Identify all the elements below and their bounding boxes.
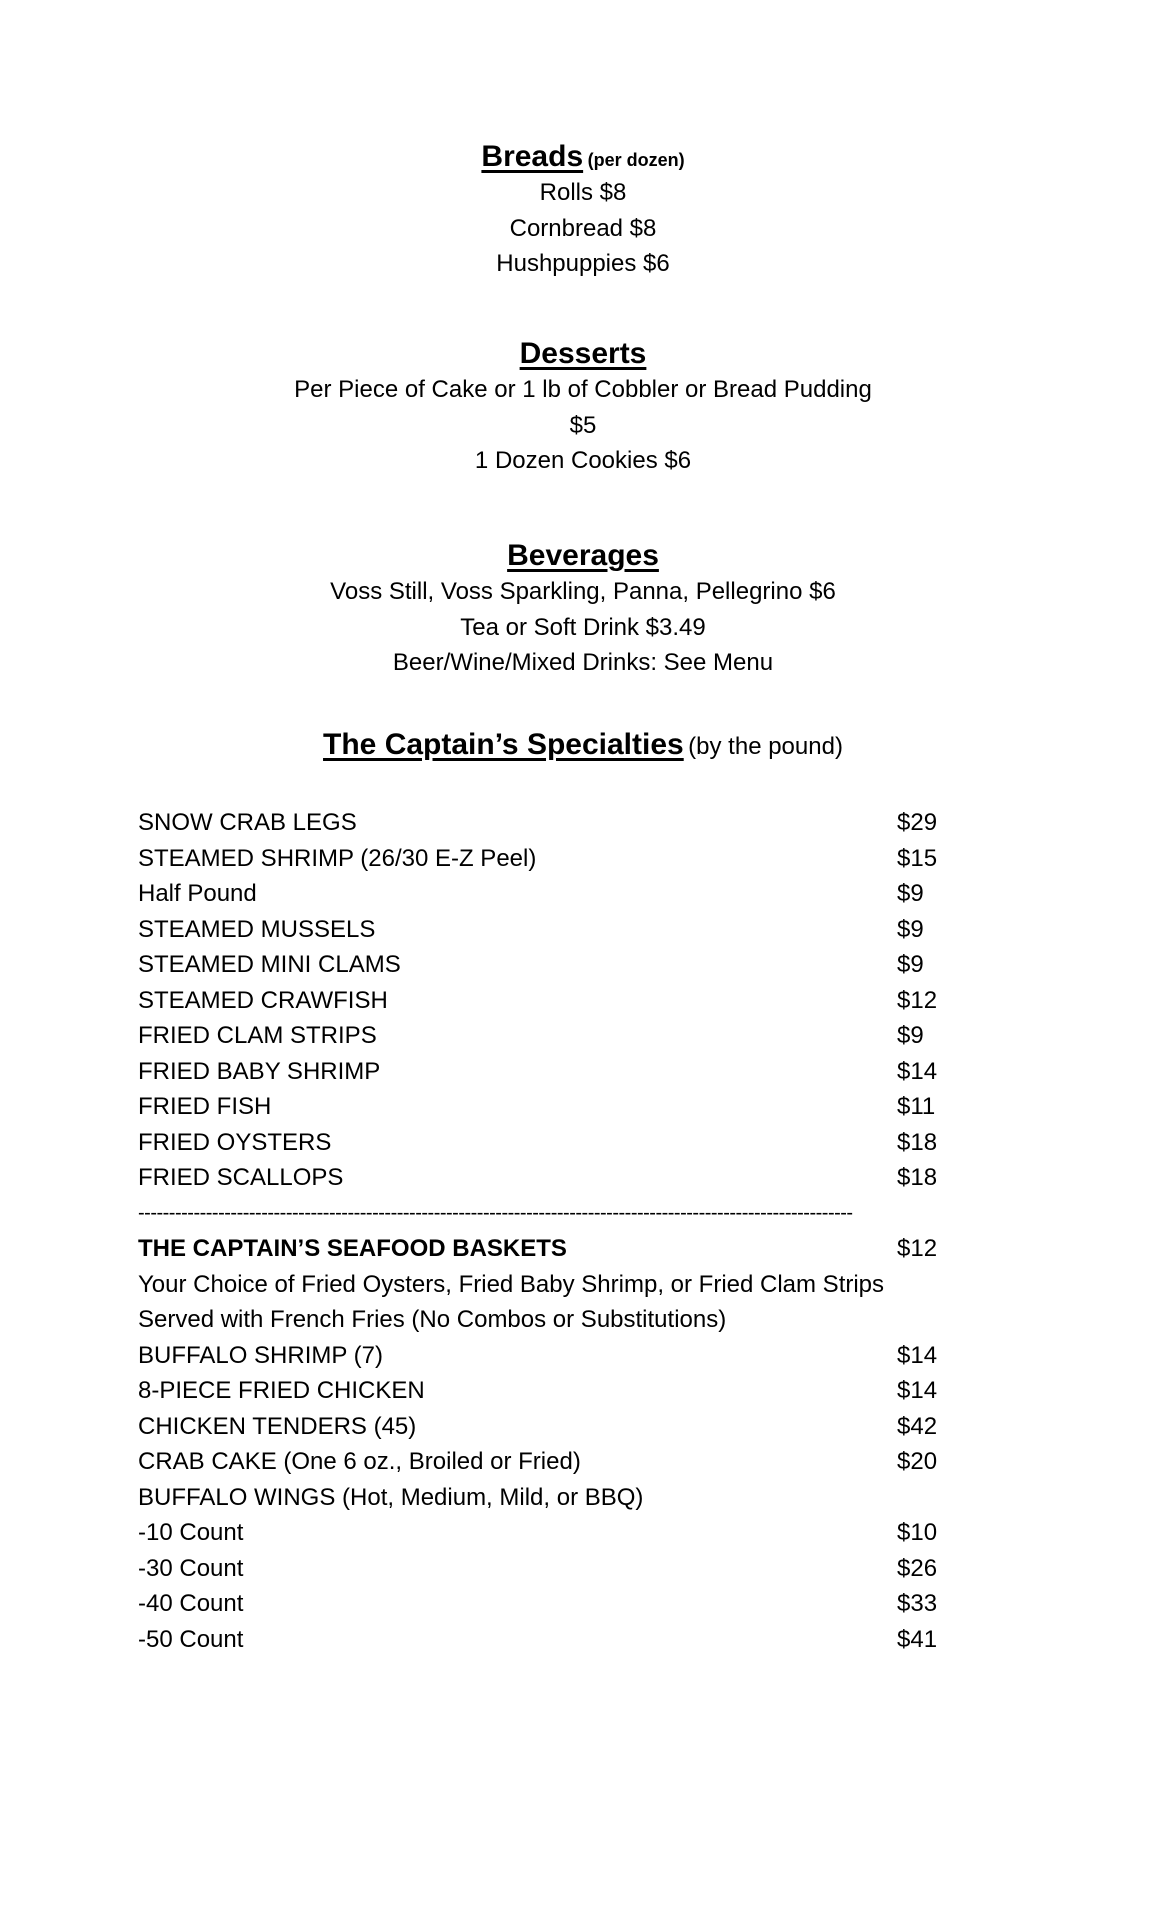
desserts-item: Per Piece of Cake or 1 lb of Cobbler or Bread Pudding <box>294 376 872 403</box>
item-price: $14 <box>897 1377 938 1404</box>
item-name: 8-PIECE FRIED CHICKEN <box>138 1377 425 1404</box>
desserts-heading <box>0 336 1166 372</box>
item-price: $29 <box>897 809 938 836</box>
item-price: $20 <box>897 1448 938 1475</box>
menu-row <box>138 1444 998 1480</box>
item-price: $9 <box>897 1022 924 1049</box>
baskets-description <box>138 1267 998 1303</box>
wings-title: BUFFALO WINGS (Hot, Medium, Mild, or BBQ) <box>138 1483 644 1511</box>
item-price: $41 <box>897 1625 938 1653</box>
breads-item: Rolls $8 <box>539 179 627 206</box>
item-price: $10 <box>897 1519 938 1546</box>
menu-row <box>138 1089 998 1125</box>
item-price: $18 <box>897 1128 938 1156</box>
item-name: FRIED SCALLOPS <box>138 1164 344 1191</box>
specialties-title: The Captain’s Specialties <box>323 728 684 761</box>
breads-section <box>0 139 1166 282</box>
menu-row <box>138 1409 998 1445</box>
menu-row <box>138 1338 998 1374</box>
breads-item: Cornbread $8 <box>509 214 657 242</box>
item-price: $18 <box>897 1164 938 1191</box>
menu-row <box>138 1622 998 1658</box>
item-name: STEAMED SHRIMP (26/30 E-Z Peel) <box>138 844 537 872</box>
desserts-title: Desserts <box>519 337 647 370</box>
breads-title: Breads <box>481 140 584 173</box>
item-name: -10 Count <box>138 1519 244 1546</box>
item-name: FRIED CLAM STRIPS <box>138 1022 377 1049</box>
item-price: $14 <box>897 1341 938 1369</box>
menu-row <box>138 805 998 841</box>
item-name: FRIED OYSTERS <box>138 1128 332 1156</box>
menu-row <box>138 947 998 983</box>
item-name: -30 Count <box>138 1554 244 1582</box>
item-name: -40 Count <box>138 1590 244 1617</box>
baskets-line: Served with French Fries (No Combos or Substitutions) <box>138 1306 727 1333</box>
item-price: $9 <box>897 915 924 943</box>
wings-title-row <box>138 1480 998 1516</box>
item-price: $26 <box>897 1554 938 1582</box>
menu-row <box>138 1054 998 1090</box>
desserts-item: $5 <box>569 411 597 439</box>
menu-row <box>138 841 998 877</box>
item-price: $12 <box>897 1235 938 1262</box>
menu-row <box>138 912 998 948</box>
item-name: BUFFALO SHRIMP (7) <box>138 1341 383 1369</box>
baskets-title-row <box>138 1231 998 1267</box>
item-name: SNOW CRAB LEGS <box>138 809 357 836</box>
beverages-section <box>0 538 1166 681</box>
beverages-title: Beverages <box>507 539 659 572</box>
item-price: $12 <box>897 986 938 1014</box>
item-name: STEAMED MINI CLAMS <box>138 951 401 978</box>
dashed-divider: -------------------------------------------------------------------------------------------------------------------- <box>138 1201 853 1224</box>
item-name: Half Pound <box>138 880 257 907</box>
menu-row <box>138 1160 998 1196</box>
menu-row <box>138 983 998 1019</box>
item-price: $15 <box>897 844 938 872</box>
item-price: $9 <box>897 951 924 978</box>
menu-row <box>138 1551 998 1587</box>
baskets-description <box>138 1302 998 1338</box>
item-name: STEAMED CRAWFISH <box>138 986 388 1014</box>
item-price: $11 <box>897 1093 936 1120</box>
menu-row <box>138 1515 998 1551</box>
menu-row <box>138 1373 998 1409</box>
item-price: $33 <box>897 1590 938 1617</box>
specialties-heading <box>0 727 1166 763</box>
desserts-section <box>0 336 1166 479</box>
menu-row <box>138 876 998 912</box>
menu-row <box>138 1586 998 1622</box>
item-name: FRIED FISH <box>138 1093 272 1120</box>
item-name: FRIED BABY SHRIMP <box>138 1057 381 1085</box>
item-price: $14 <box>897 1057 938 1085</box>
beverages-heading <box>0 538 1166 574</box>
baskets-line: Your Choice of Fried Oysters, Fried Baby Shrimp, or Fried Clam Strips <box>138 1270 885 1298</box>
item-name: CRAB CAKE (One 6 oz., Broiled or Fried) <box>138 1448 581 1475</box>
breads-heading <box>0 139 1166 175</box>
item-name: STEAMED MUSSELS <box>138 915 376 943</box>
item-price: $42 <box>897 1412 938 1440</box>
breads-item: Hushpuppies $6 <box>496 250 670 277</box>
item-name: -50 Count <box>138 1625 244 1653</box>
beverages-item: Voss Still, Voss Sparkling, Panna, Pellegrino $6 <box>330 578 836 605</box>
desserts-item: 1 Dozen Cookies $6 <box>474 447 692 474</box>
specialties-list <box>138 805 998 1657</box>
breads-note: (per dozen) <box>587 150 685 170</box>
menu-row <box>138 1018 998 1054</box>
baskets-title: THE CAPTAIN’S SEAFOOD BASKETS <box>138 1235 567 1262</box>
beverages-item: Tea or Soft Drink $3.49 <box>460 613 706 641</box>
specialties-subtitle: (by the pound) <box>688 733 843 760</box>
item-name: CHICKEN TENDERS (45) <box>138 1412 417 1440</box>
menu-row <box>138 1125 998 1161</box>
beverages-item: Beer/Wine/Mixed Drinks: See Menu <box>392 649 774 676</box>
item-price: $9 <box>897 880 924 907</box>
